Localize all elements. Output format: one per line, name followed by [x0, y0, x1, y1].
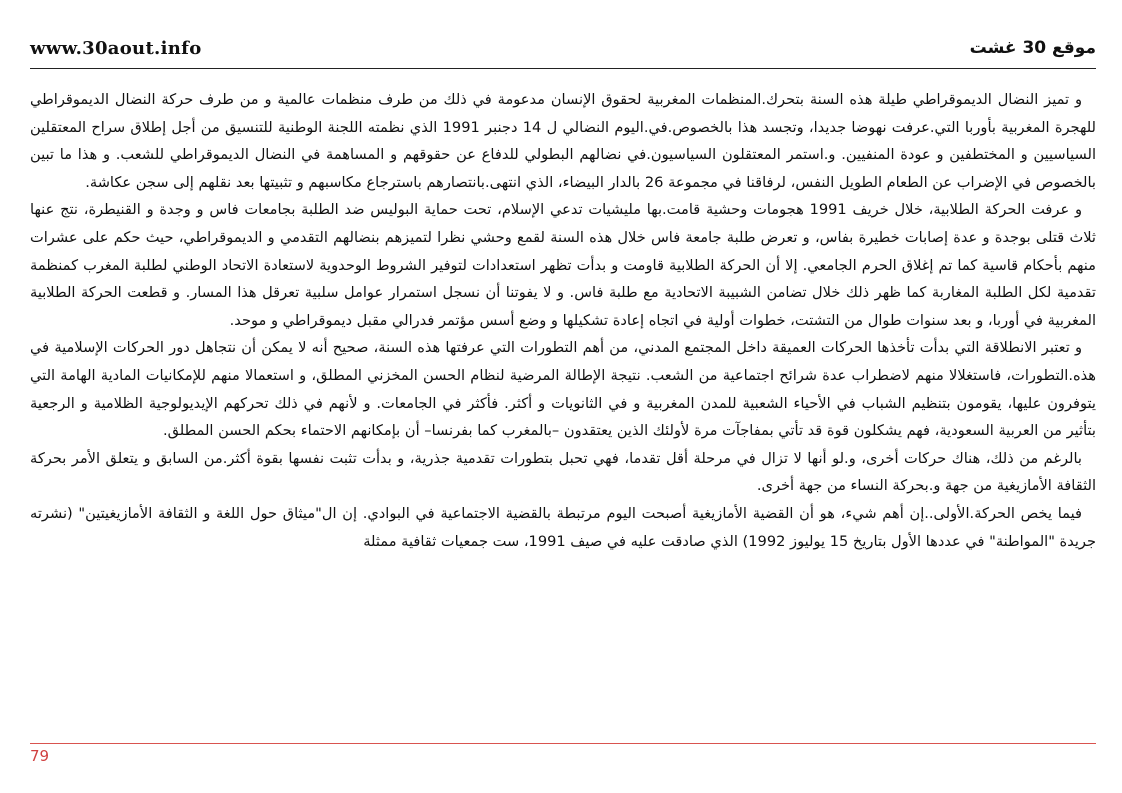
header-url: www.30aout.info — [30, 37, 202, 59]
page-number: 79 — [30, 747, 50, 765]
paragraph-1: و تميز النضال الديموقراطي طيلة هذه السنة بتحرك.المنظمات المغربية لحقوق الإنسان مدعومة في ذلك من طرف منظمات عالمية و من طرف حركة النضال الديموقراطي للهجرة المغربية بأوربا التي.عرفت نهوضا جديدا، وتجسد هذا بالخصوص.في.اليوم النضالي ل 14 دجنبر 1991 الذي نظمته اللجنة الوطنية للتنسيق من أجل إطلاق سراح المعتقلين السياسيين و المختطفين و عودة المنفيين. و.استمر المعتقلون السياسيون.في نضالهم البطولي للدفاع عن حقوقهم و المساهمة في النضال الديموقراطي للشعب. و هذا ما تبين بالخصوص في الإضراب عن الطعام الطويل النفس، لرفاقنا في مجموعة 26 بالدار البيضاء، الذي انتهى.بانتصارهم باسترجاع مكاسبهم و تثبيتها بعد نقلهم إلى سجن عكاشة. — [30, 91, 1096, 191]
page-footer — [30, 743, 1096, 765]
paragraph-4: بالرغم من ذلك، هناك حركات أخرى، و.لو أنها لا تزال في مرحلة أقل تقدما، فهي تحبل بتطورات تقدمية جذرية، و بدأت تثبت نفسها بقوة أكثر.من السابق و يتعلق الأمر بحركة الثقافة الأمازيغية من جهة و.بحركة النساء من جهة أخرى. — [30, 449, 1096, 495]
paragraph-2: و عرفت الحركة الطلابية، خلال خريف 1991 هجومات وحشية قامت.بها مليشيات تدعي الإسلام، تحت حماية البوليس ضد الطلبة بجامعات فاس و وجدة و القنيطرة، نتج عنها ثلاث قتلى بوجدة و عدة إصابات خطيرة بفاس، و تعرض طلبة جامعة فاس خلال هذه السنة لقمع وحشي نظرا لتميزهم بنضالهم التقدمي و الديموقراطي، حيث حكم على عشرات منهم بأحكام قاسية كما تم إغلاق الحرم الجامعي. إلا أن الحركة الطلابية قاومت و بدأت تظهر استعدادات لتوفير الشروط الوحدوية لاستعادة الاتحاد الوطني لطلبة المغرب كمنظمة تقدمية لكل الطلبة المغاربة كما ظهر ذلك خلال تضامن الشبيبة الاتحادية مع طلبة فاس. و لا يفوتنا أن نسجل استمرار عوامل سلبية تعرقل هذا المسار. و قطعت الحركة الطلابية المغربية في أوربا، و بعد سنوات طوال من التشتت، خطوات أولية في اتجاه إعادة تشكيلها و وضع أسس مؤتمر فدرالي مقبل ديموقراطي و موحد. — [30, 201, 1096, 329]
article-body — [30, 86, 1096, 726]
page-header — [30, 28, 1096, 69]
paragraph-5: فيما يخص الحركة.الأولى..إن أهم شيء، هو أن القضية الأمازيغية أصبحت اليوم مرتبطة بالقضية الاجتماعية في البوادي. إن ال"ميثاق حول اللغة و الثقافة الأمازيغيتين" (نشرته جريدة "المواطنة" في عددها الأول بتاريخ 15 يوليوز 1992) الذي صادقت عليه في صيف 1991، ست جمعيات ثقافية ممثلة — [30, 504, 1096, 550]
header-site-name: موقع 30 غشت — [969, 38, 1096, 58]
paragraph-3: و تعتبر الانطلاقة التي بدأت تأخذها الحركات العميقة داخل المجتمع المدني، من أهم التطورات التي عرفتها هذه السنة، صحيح أنه لا يمكن أن نتجاهل دور الحركات الإسلامية في هذه.التطورات، فاستغلالا منهم لاضطراب عدة شرائح اجتماعية من الشعب. نتيجة الإطالة المرضية لنظام الحسن المخزني المطلق، و استعمالا منهم للإمكانيات المادية الهامة التي يتوفرون عليها، يقومون بتنظيم الشباب في الأحياء الشعبية للمدن المغربية و في الثانويات و أكثر. فأكثر في الجامعات. و لأنهم في ذلك تحركهم الإيديولوجية الظلامية و الرجعية بتأثير من العربية السعودية، فهم يشكلون قوة قد تأتي بمفاجآت مرة لأولئك الذين يعتقدون –بالمغرب كما بفرنسا– أن بإمكانهم الاحتماء بحكم الحسن المطلق. — [30, 339, 1096, 440]
